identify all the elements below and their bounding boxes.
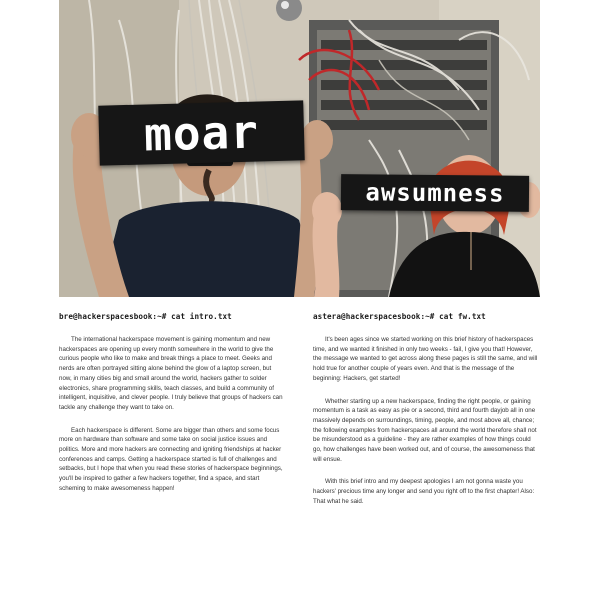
foreword-prompt: astera@hackerspacesbook:~# cat fw.txt [313,312,486,321]
foreword-paragraph-1: It's been ages since we started working on this brief history of hackerspaces time, and we wanted it finished in only two weeks - fail, I give you that! However, the message we wanted to get across along these pages is still the same, and will hold true for another couple of years even. And that is the message of the beginning: Hackers, get started! [313,336,538,382]
sign-awsumness: awsumness [341,174,529,212]
intro-paragraph-2: Each hackerspace is different. Some are bigger than others and some focus more on hardware than software and some take on social justice issues and politics. More and more hackers are connecting and igniting friendships at hacker conferences and camps. Getting a hackerspace started is full of challenges and setbacks, but I hope that when you read these stories of hackerspace beginnings, you'll be inspired to gather a few hackers together, find a space, and start scheming to make awesomeness happen! [59,426,283,492]
sign-moar: moar [98,100,305,165]
intro-column [59,312,285,507]
intro-prompt: bre@hackerspacesbook:~# cat intro.txt [59,312,232,321]
foreword-column [313,312,539,520]
intro-paragraph-1: The international hackerspace movement is gaining momentum and new hackerspaces are opening up every month somewhere in the world to give the curious people who like to make and break things a place to meet. Geeks and nerds are often portrayed sitting alone behind the glow of a laptop screen, but now, in many cities big and small around the world, hackers gather to solder electronics, share programming skills, teach classes, and build a community of intelligent, inquisitive, and clever people. I truly believe that groups of hackers can tackle any challenge they want to take on. [59,336,283,411]
cover-photo [59,0,540,297]
foreword-paragraph-3: With this brief intro and my deepest apologies I am not gonna waste you hackers' precious time any longer and send you right off to the first chapter! Also: That what he said. [313,478,535,505]
foreword-paragraph-2: Whether starting up a new hackerspace, finding the right people, or gaining momentum is a task as easy as pie or a second, third and fourth dayjob all in one massively depends on surroundings, timing, people, and most above all, chance; the following examples from hackerspaces all around the world therefore shall not be misunderstood as a guideline - they are rather examples of how things could go, how challenges have been worked out, and of course, the awesomeness that will ensue. [313,397,537,463]
